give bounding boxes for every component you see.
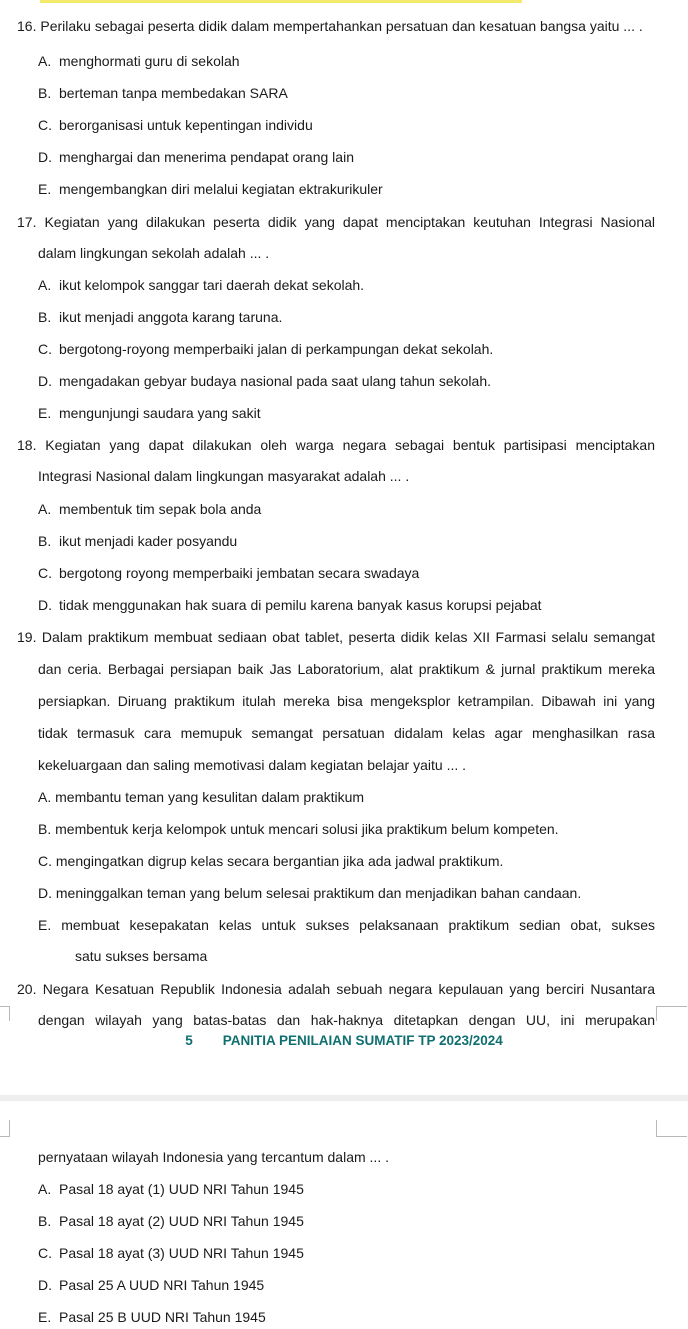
question-20-stem-line2: dengan wilayah yang batas-batas dan hak-haknya ditetapkan dengan UU, ini merupakan	[38, 1012, 655, 1028]
option-20-b: B. Pasal 18 ayat (2) UUD NRI Tahun 1945	[38, 1213, 304, 1229]
footer-title: PANITIA PENILAIAN SUMATIF TP 2023/2024	[222, 1033, 503, 1048]
crop-mark	[656, 1006, 687, 1021]
page-number: 5	[185, 1033, 193, 1048]
question-19-stem-line1: 19. Dalam praktikum membuat sediaan obat tablet, peserta didik kelas XII Farmasi selalu semangat	[17, 629, 656, 645]
question-20-stem-line3: pernyataan wilayah Indonesia yang tercantum dalam ... .	[38, 1149, 389, 1165]
question-18-stem-line2: Integrasi Nasional dalam lingkungan masyarakat adalah ... .	[38, 468, 410, 484]
option-16-a: A. menghormati guru di sekolah	[38, 53, 240, 69]
option-17-c: C. bergotong-royong memperbaiki jalan di perkampungan dekat sekolah.	[38, 341, 494, 357]
question-19-stem-line2: dan ceria. Berbagai persiapan baik Jas Laboratorium, alat praktikum & jurnal praktikum mereka	[38, 661, 655, 677]
option-19-b: B. membentuk kerja kelompok untuk mencari solusi jika praktikum belum kompeten.	[38, 821, 559, 837]
question-18-stem-line1: 18. Kegiatan yang dapat dilakukan oleh warga negara sebagai bentuk partisipasi menciptakan	[17, 437, 655, 453]
option-20-a: A. Pasal 18 ayat (1) UUD NRI Tahun 1945	[38, 1181, 304, 1197]
option-18-c: C. bergotong royong memperbaiki jembatan secara swadaya	[38, 565, 420, 581]
option-19-e-continuation: satu sukses bersama	[75, 948, 208, 964]
question-16-stem: 16. Perilaku sebagai peserta didik dalam mempertahankan persatuan dan kesatuan bangsa yaitu ... .	[17, 18, 643, 34]
page-footer	[0, 1033, 688, 1048]
option-18-a: A. membentuk tim sepak bola anda	[38, 501, 262, 517]
option-17-b: B. ikut menjadi anggota karang taruna.	[38, 309, 283, 325]
option-18-d: D. tidak menggunakan hak suara di pemilu karena banyak kasus korupsi pejabat	[38, 597, 542, 613]
crop-mark	[0, 1120, 10, 1137]
option-18-b: B. ikut menjadi kader posyandu	[38, 533, 238, 549]
option-19-d: D. meninggalkan teman yang belum selesai praktikum dan menjadikan bahan candaan.	[38, 885, 582, 901]
option-17-d: D. mengadakan gebyar budaya nasional pada saat ulang tahun sekolah.	[38, 373, 491, 389]
option-20-c: C. Pasal 18 ayat (3) UUD NRI Tahun 1945	[38, 1245, 304, 1261]
option-16-d: D. menghargai dan menerima pendapat orang lain	[38, 149, 354, 165]
option-19-e: E. membuat kesepakatan kelas untuk sukses pelaksanaan praktikum sedian obat, sukses	[38, 917, 656, 933]
question-19-stem-line5: kekeluargaan dan saling memotivasi dalam kegiatan belajar yaitu ... .	[38, 757, 467, 773]
option-19-a: A. membantu teman yang kesulitan dalam praktikum	[38, 789, 365, 805]
question-17-stem-line2: dalam lingkungan sekolah adalah ... .	[38, 245, 270, 261]
highlight-strip	[40, 0, 522, 3]
option-16-e: E. mengembangkan diri melalui kegiatan ektrakurikuler	[38, 181, 383, 197]
crop-mark	[656, 1120, 687, 1137]
option-16-c: C. berorganisasi untuk kepentingan individu	[38, 117, 313, 133]
option-17-e: E. mengunjungi saudara yang sakit	[38, 405, 261, 421]
option-19-c: C. mengingatkan digrup kelas secara bergantian jika ada jadwal praktikum.	[38, 853, 504, 869]
question-19-stem-line3: persiapkan. Diruang praktikum itulah mereka bisa mengeksplor ketrampilan. Dibawah ini yang	[38, 693, 655, 709]
option-20-e: E. Pasal 25 B UUD NRI Tahun 1945	[38, 1309, 266, 1325]
question-20-stem-line1: 20. Negara Kesatuan Republik Indonesia adalah sebuah negara kepulauan yang berciri Nusantara	[17, 981, 655, 997]
question-19-stem-line4: tidak termasuk cara memupuk semangat persatuan didalam kelas agar menghasilkan rasa	[38, 725, 655, 741]
page-break	[0, 1095, 688, 1101]
crop-mark	[0, 1006, 10, 1021]
option-16-b: B. berteman tanpa membedakan SARA	[38, 85, 288, 101]
option-20-d: D. Pasal 25 A UUD NRI Tahun 1945	[38, 1277, 265, 1293]
option-17-a: A. ikut kelompok sanggar tari daerah dekat sekolah.	[38, 277, 365, 293]
question-17-stem-line1: 17. Kegiatan yang dilakukan peserta didik yang dapat menciptakan keutuhan Integrasi Nasional	[17, 214, 656, 230]
